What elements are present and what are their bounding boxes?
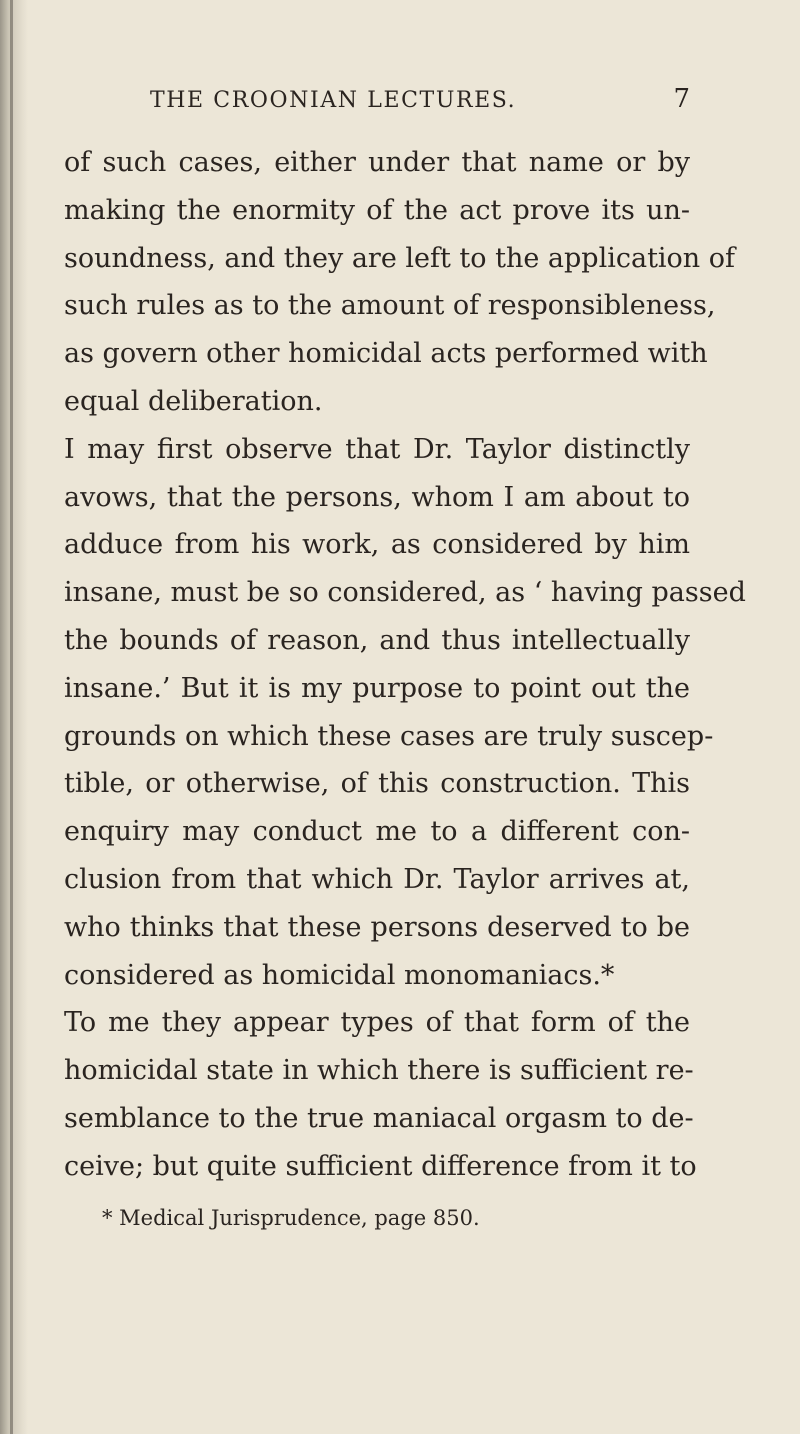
text-line: ceive; but quite sufficient difference from it to xyxy=(64,1150,697,1182)
text-line: making the enormity of the act prove its un- xyxy=(64,194,690,226)
text-line: To me they appear types of that form of the xyxy=(64,1007,690,1039)
text-line: clusion from that which Dr. Taylor arrives at, xyxy=(64,863,690,895)
text-line: considered as homicidal monomaniacs.* xyxy=(64,959,615,991)
body-text xyxy=(64,140,746,1192)
text-line: homicidal state in which there is sufficient re- xyxy=(64,1055,694,1087)
text-line: insane.’ But it is my purpose to point out the xyxy=(64,672,690,704)
text-line: insane, must be so considered, as ‘ having passed xyxy=(64,577,746,609)
text-line: who thinks that these persons deserved to be xyxy=(64,911,690,943)
text-line: soundness, and they are left to the application of xyxy=(64,242,736,274)
page-edge xyxy=(0,0,28,1434)
text-line: enquiry may conduct me to a different con- xyxy=(64,816,690,848)
text-line: as govern other homicidal acts performed with xyxy=(64,338,708,370)
page-number: 7 xyxy=(673,84,690,114)
text-line: semblance to the true maniacal orgasm to de- xyxy=(64,1102,694,1134)
text-line: avows, that the persons, whom I am about to xyxy=(64,481,690,513)
page-header xyxy=(60,84,690,124)
text-line: tible, or otherwise, of this construction. This xyxy=(64,768,690,800)
running-title: THE CROONIAN LECTURES. xyxy=(150,88,517,113)
binding-line xyxy=(10,0,13,1434)
text-line: such rules as to the amount of responsibleness, xyxy=(64,290,716,322)
text-line: equal deliberation. xyxy=(64,385,323,417)
text-line: of such cases, either under that name or by xyxy=(64,147,690,178)
text-line: I may first observe that Dr. Taylor distinctly xyxy=(64,433,690,465)
text-line: grounds on which these cases are truly suscep- xyxy=(64,720,714,752)
text-line: the bounds of reason, and thus intellectually xyxy=(64,624,690,656)
text-line: adduce from his work, as considered by him xyxy=(64,529,690,561)
footnote: * Medical Jurisprudence, page 850. xyxy=(102,1206,480,1230)
